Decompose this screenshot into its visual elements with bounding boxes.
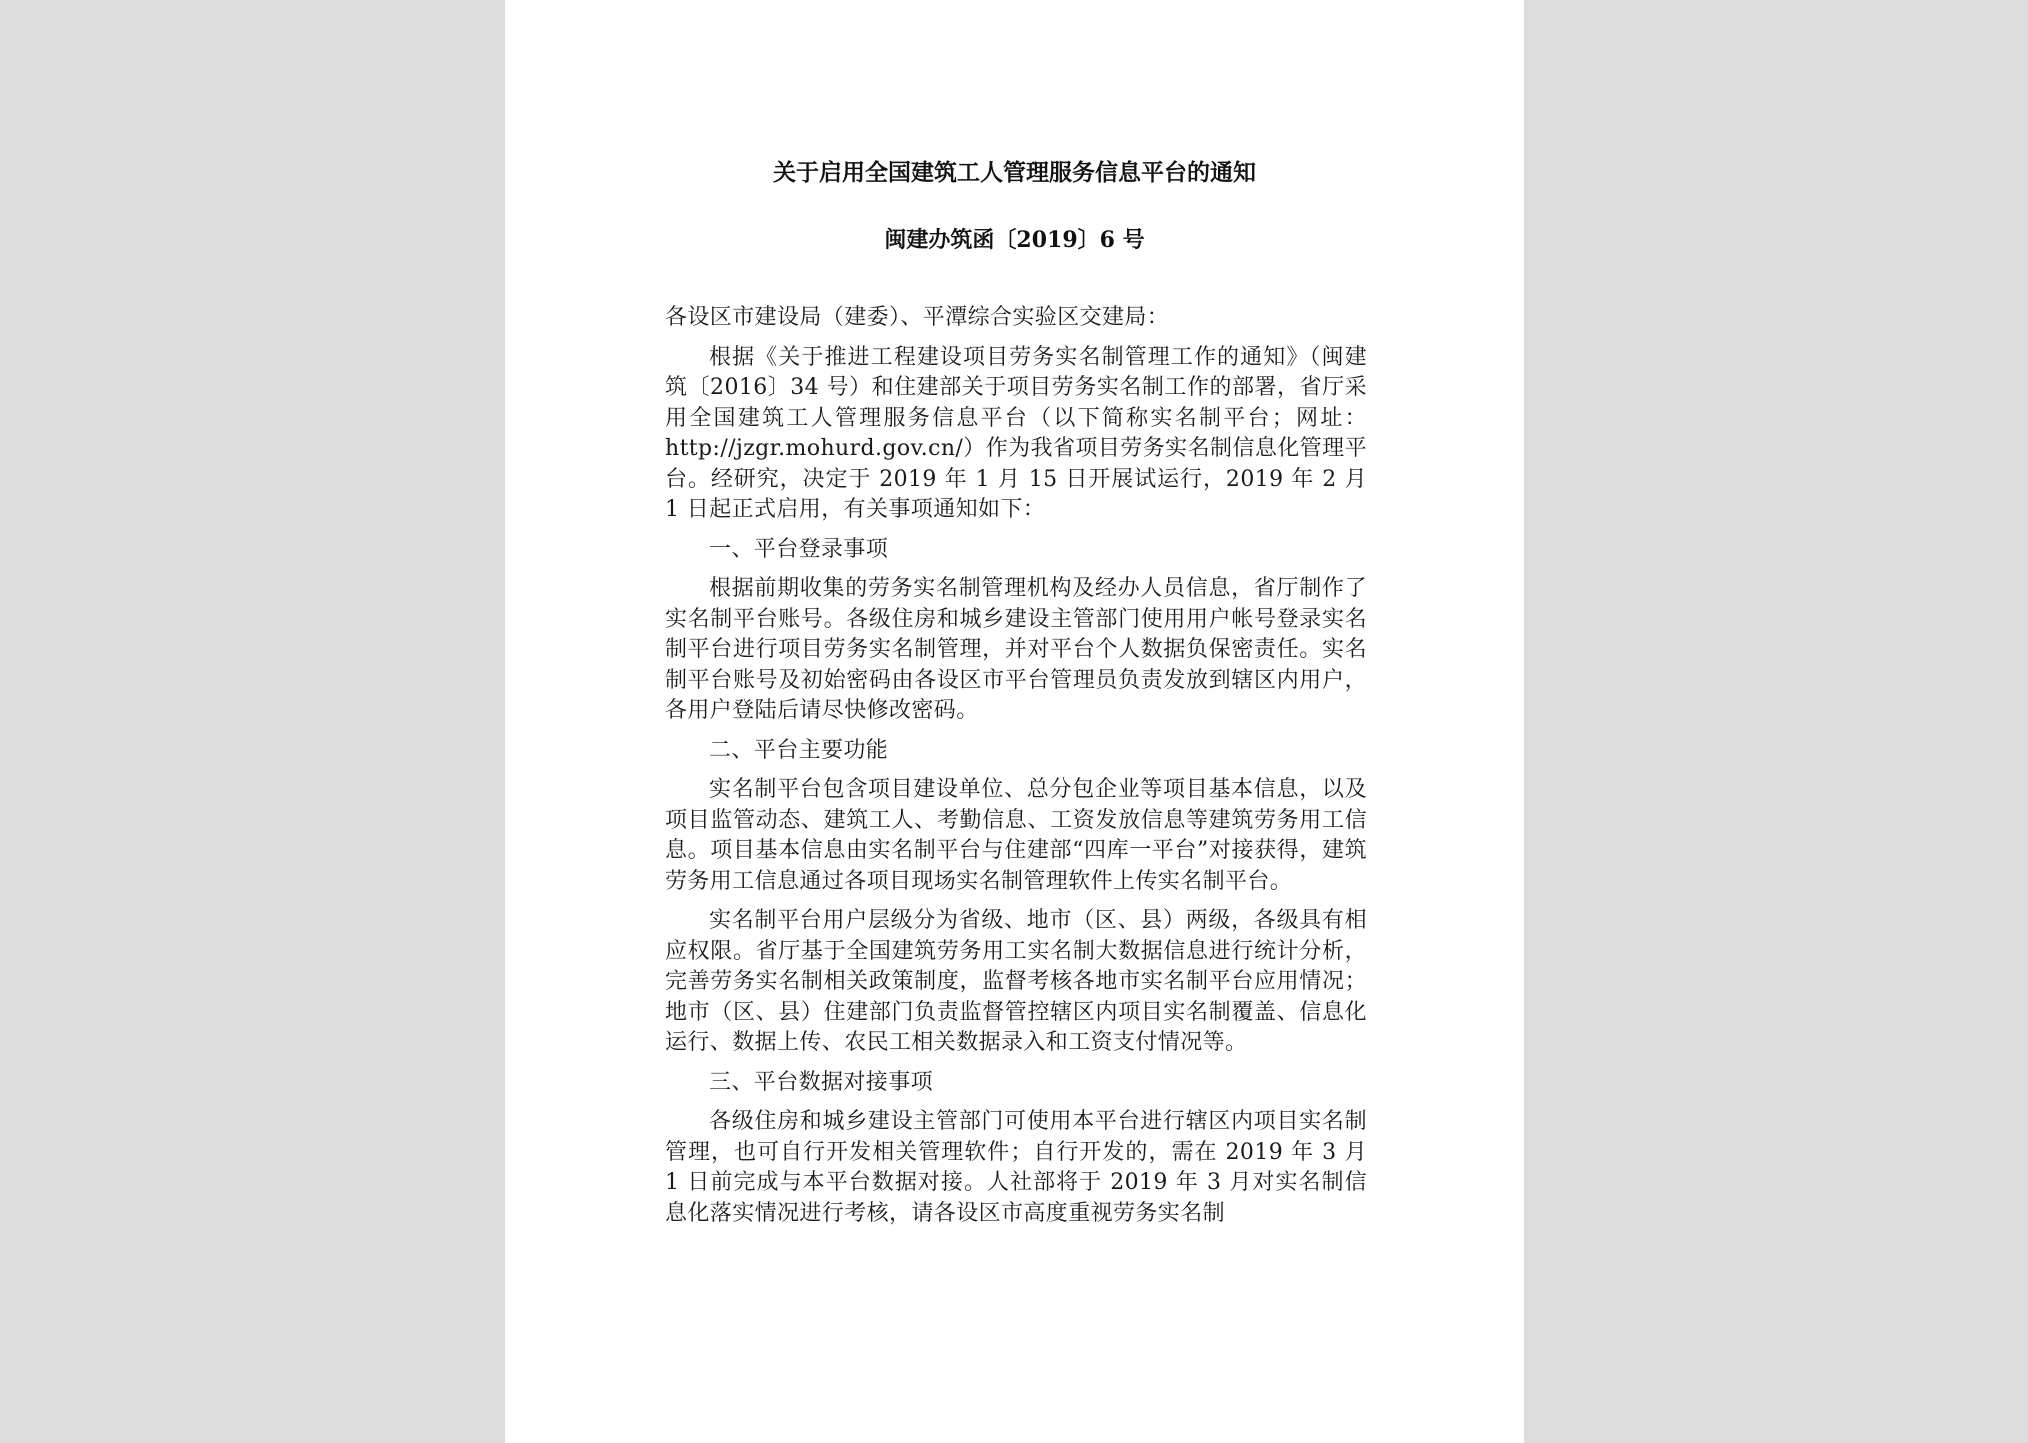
- viewer-background-right: [1524, 0, 2028, 1443]
- paragraph-intro: 根据《关于推进工程建设项目劳务实名制管理工作的通知》（闽建筑〔2016〕34 号）和住建部关于项目劳务实名制工作的部署，省厅采用全国建筑工人管理服务信息平台（以下简称实名制平台；网址：http://jzgr.mohurd.gov.cn/）作为我省项目劳务实名制信息化管理平台。经研究，决定于 2019 年 1 月 15 日开展试运行，2019 年 2 月 1 日起正式启用，有关事项通知如下：: [665, 344, 1367, 522]
- document-page: [505, 0, 1524, 1443]
- section-heading-2: 二、平台主要功能: [709, 737, 889, 763]
- section-heading-1: 一、平台登录事项: [709, 536, 889, 562]
- paragraph-functions: 实名制平台包含项目建设单位、总分包企业等项目基本信息，以及项目监管动态、建筑工人、考勤信息、工资发放信息等建筑劳务用工信息。项目基本信息由实名制平台与住建部“四库一平台”对接获得，建筑劳务用工信息通过各项目现场实名制管理软件上传实名制平台。: [665, 777, 1367, 894]
- document-body: [665, 303, 1367, 1238]
- addressee-line: 各设区市建设局（建委）、平潭综合实验区交建局：: [665, 305, 1170, 330]
- paragraph-data-docking: 各级住房和城乡建设主管部门可使用本平台进行辖区内项目实名制管理，也可自行开发相关管理软件；自行开发的，需在 2019 年 3 月 1 日前完成与本平台数据对接。人社部将于 2019 年 3 月对实名制信息化落实情况进行考核，请各设区市高度重视劳务实名制: [665, 1109, 1367, 1226]
- document-title: 关于启用全国建筑工人管理服务信息平台的通知: [773, 159, 1256, 186]
- document-number: 闽建办筑函〔2019〕6 号: [884, 227, 1145, 253]
- viewer-background-left: [0, 0, 505, 1443]
- section-heading-3: 三、平台数据对接事项: [709, 1069, 934, 1095]
- paragraph-login: 根据前期收集的劳务实名制管理机构及经办人员信息，省厅制作了实名制平台账号。各级住房和城乡建设主管部门使用用户帐号登录实名制平台进行项目劳务实名制管理，并对平台个人数据负保密责任。实名制平台账号及初始密码由各设区市平台管理员负责发放到辖区内用户，各用户登陆后请尽快修改密码。: [665, 576, 1367, 723]
- paragraph-user-levels: 实名制平台用户层级分为省级、地市（区、县）两级，各级具有相应权限。省厅基于全国建筑劳务用工实名制大数据信息进行统计分析，完善劳务实名制相关政策制度，监督考核各地市实名制平台应用情况；地市（区、县）住建部门负责监督管控辖区内项目实名制覆盖、信息化运行、数据上传、农民工相关数据录入和工资支付情况等。: [665, 908, 1367, 1055]
